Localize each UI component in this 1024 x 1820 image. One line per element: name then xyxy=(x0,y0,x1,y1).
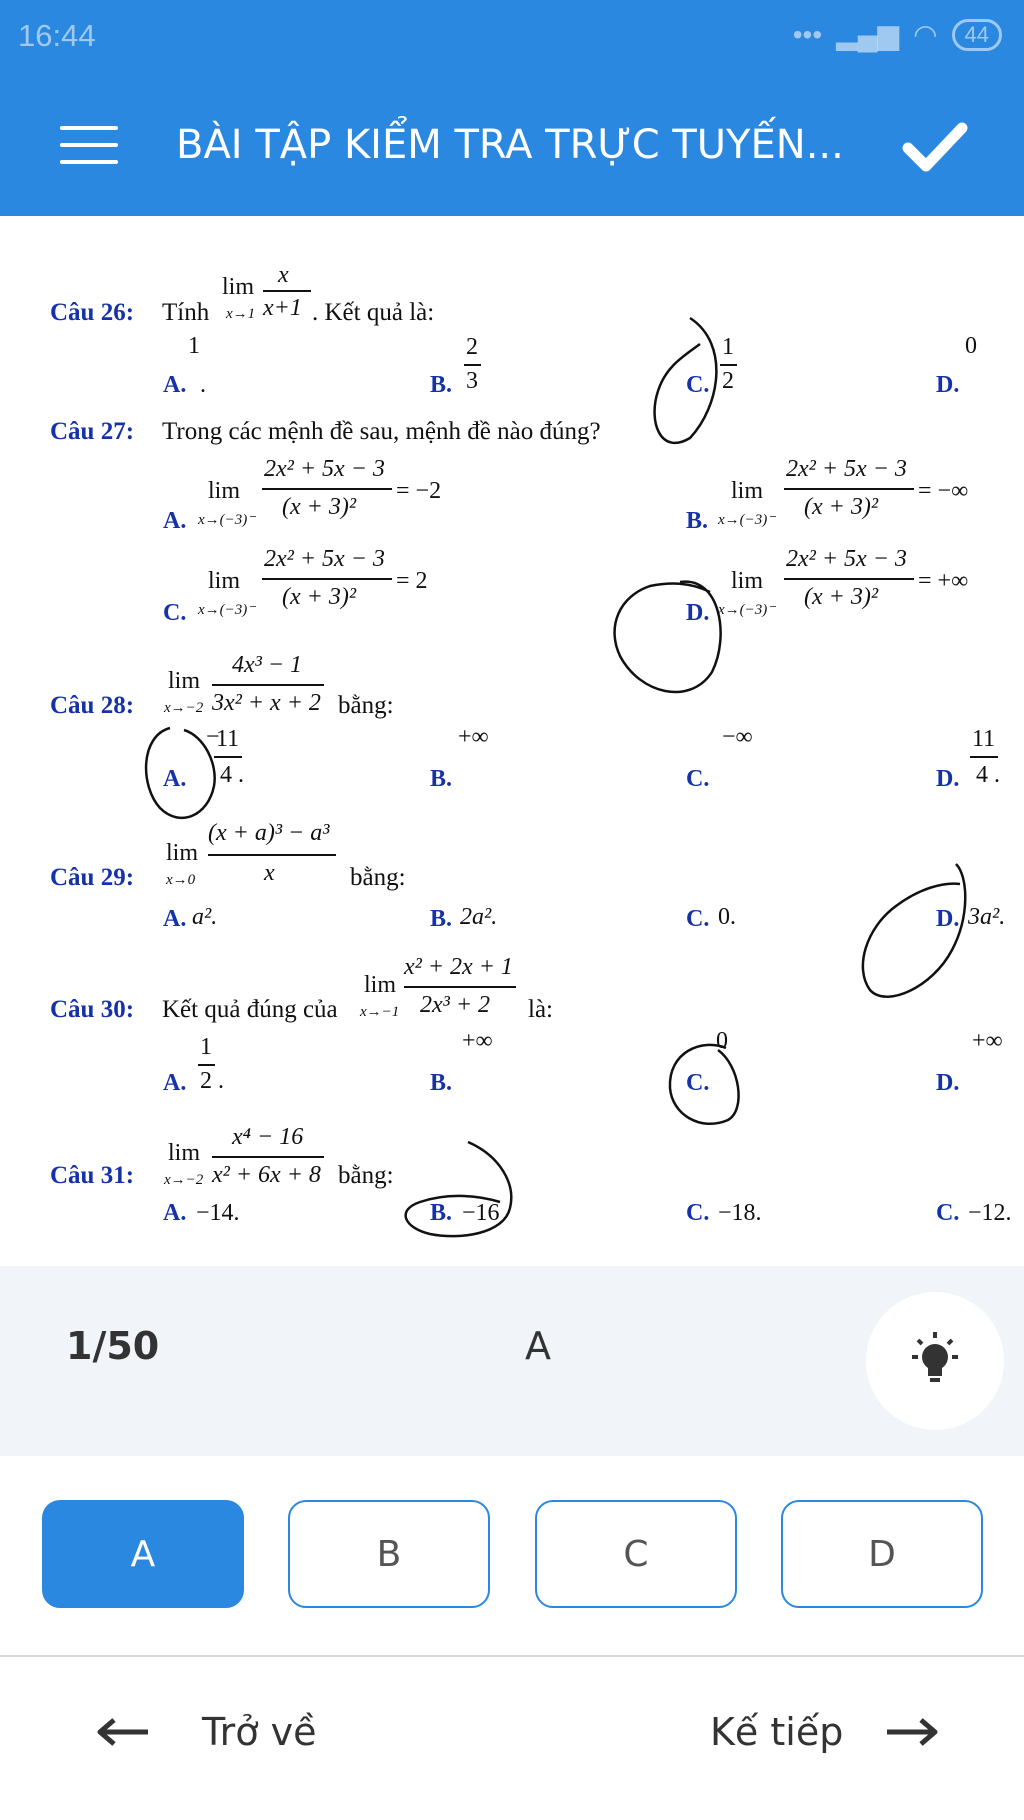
q30-option-d: D. xyxy=(936,1070,960,1096)
q26-option-b: B. xyxy=(430,372,453,398)
question-27-label: Câu 27: xyxy=(50,418,135,445)
q26-option-c: C. xyxy=(686,372,710,398)
answer-buttons xyxy=(0,1500,1024,1612)
question-30-label: Câu 30: xyxy=(50,996,135,1023)
more-icon: ••• xyxy=(792,18,823,50)
arrow-left-icon xyxy=(96,1717,150,1747)
question-30-prefix: Kết quả đúng của xyxy=(162,996,338,1023)
q31-option-c2: C. xyxy=(936,1200,960,1226)
question-28-suffix: bằng: xyxy=(338,692,394,719)
hint-button[interactable] xyxy=(866,1292,1004,1430)
question-sheet: Câu 26: Tính lim x→1 x x+1 . Kết quả là: A. 1 . B. 2 3 C. 1 2 D. 0 Câu 27: Trong các mệnh đề sau, mệnh đề nào đúng? A. lim x→(−3)⁻ 2x² + 5x − 3 (x + 3)² = −2 B. lim x→(−3)⁻ 2x² + 5x − 3 (x + 3)² = −∞ C. lim x→(−3)⁻ 2x² + 5x − 3 (x + 3)² = 2 D. lim x→(−3)⁻ 2x² + 5x − 3 (x + 3)² = +∞ Câu 28: lim x→−2 4x³ − 1 3x² + x + 2 bằng: A. − 11 4 . B. +∞ C. −∞ D. 11 4 . Câu 29: lim x→0 (x + a)³ − a³ x bằng: A. a². B. 2a². C. 0. D. 3a². Câu 30: Kết quả đúng của lim x→−1 x² + 2x + 1 2x³ + 2 là: A. 1 2 . B. +∞ C. 0 D. +∞ Câu 31: lim x→−2 x⁴ − 16 x² + 6x + 8 bằng: A. −14. B. −16 C. −18. C. −12. xyxy=(0,216,1024,1266)
q30-option-a: A. xyxy=(163,1070,187,1096)
q28-option-b: B. xyxy=(430,766,453,792)
next-button[interactable] xyxy=(710,1710,939,1754)
q30-option-b: B. xyxy=(430,1070,453,1096)
q28-option-a: A. xyxy=(163,766,187,792)
status-time: 16:44 xyxy=(18,18,96,53)
question-31-suffix: bằng: xyxy=(338,1162,394,1189)
arrow-right-icon xyxy=(885,1717,939,1747)
lightbulb-icon xyxy=(906,1330,964,1392)
next-label: Kế tiếp xyxy=(710,1710,844,1754)
q29-option-a: A. xyxy=(163,906,187,932)
q29-option-c: C. xyxy=(686,906,710,932)
q31-option-a: A. xyxy=(163,1200,187,1226)
divider xyxy=(0,1655,1024,1657)
submit-check-icon[interactable] xyxy=(902,120,968,174)
back-button[interactable] xyxy=(96,1710,316,1754)
question-26-suffix: . Kết quả là: xyxy=(312,299,435,326)
wifi-icon: ◠ xyxy=(913,19,938,50)
question-31-label: Câu 31: xyxy=(50,1162,135,1189)
q31-option-c: C. xyxy=(686,1200,710,1226)
status-bar xyxy=(0,0,1024,72)
question-29-label: Câu 29: xyxy=(50,864,135,891)
question-26-prefix: Tính xyxy=(162,299,210,326)
handwritten-marks xyxy=(0,216,1024,1266)
q27-option-a: A. xyxy=(163,508,187,534)
selected-answer: A xyxy=(525,1324,551,1368)
answer-button-a[interactable]: A xyxy=(42,1500,244,1608)
question-29-suffix: bằng: xyxy=(350,864,406,891)
back-label: Trở về xyxy=(202,1710,317,1754)
q27-option-c: C. xyxy=(163,600,187,626)
q26-option-d: D. xyxy=(936,372,960,398)
q29-option-b: B. xyxy=(430,906,453,932)
battery-icon: 44 xyxy=(952,19,1002,51)
q26-option-a-value: 1 xyxy=(188,333,200,359)
page-title: BÀI TẬP KIỂM TRA TRỰC TUYẾN... xyxy=(176,122,844,168)
q31-option-b: B. xyxy=(430,1200,453,1226)
q28-option-d: D. xyxy=(936,766,960,792)
q28-option-c: C. xyxy=(686,766,710,792)
signal-icon: ▂▄▆ xyxy=(836,19,900,50)
q29-option-d: D. xyxy=(936,906,960,932)
q27-option-d: D. xyxy=(686,600,710,626)
question-27-text: Trong các mệnh đề sau, mệnh đề nào đúng? xyxy=(162,418,601,445)
question-30-suffix: là: xyxy=(528,996,553,1023)
q27-option-b: B. xyxy=(686,508,709,534)
q30-option-c: C. xyxy=(686,1070,710,1096)
q26-option-d-value: 0 xyxy=(965,333,977,359)
answer-button-d[interactable]: D xyxy=(781,1500,983,1608)
question-26-label: Câu 26: xyxy=(50,299,135,326)
answer-status-panel xyxy=(0,1266,1024,1456)
question-28-label: Câu 28: xyxy=(50,692,135,719)
app-header xyxy=(0,0,1024,216)
answer-button-b[interactable]: B xyxy=(288,1500,490,1608)
menu-icon[interactable] xyxy=(60,126,118,164)
q26-option-a: A. xyxy=(163,372,187,398)
status-icons xyxy=(793,18,1002,51)
answer-button-c[interactable]: C xyxy=(535,1500,737,1608)
question-progress: 1/50 xyxy=(66,1324,160,1368)
